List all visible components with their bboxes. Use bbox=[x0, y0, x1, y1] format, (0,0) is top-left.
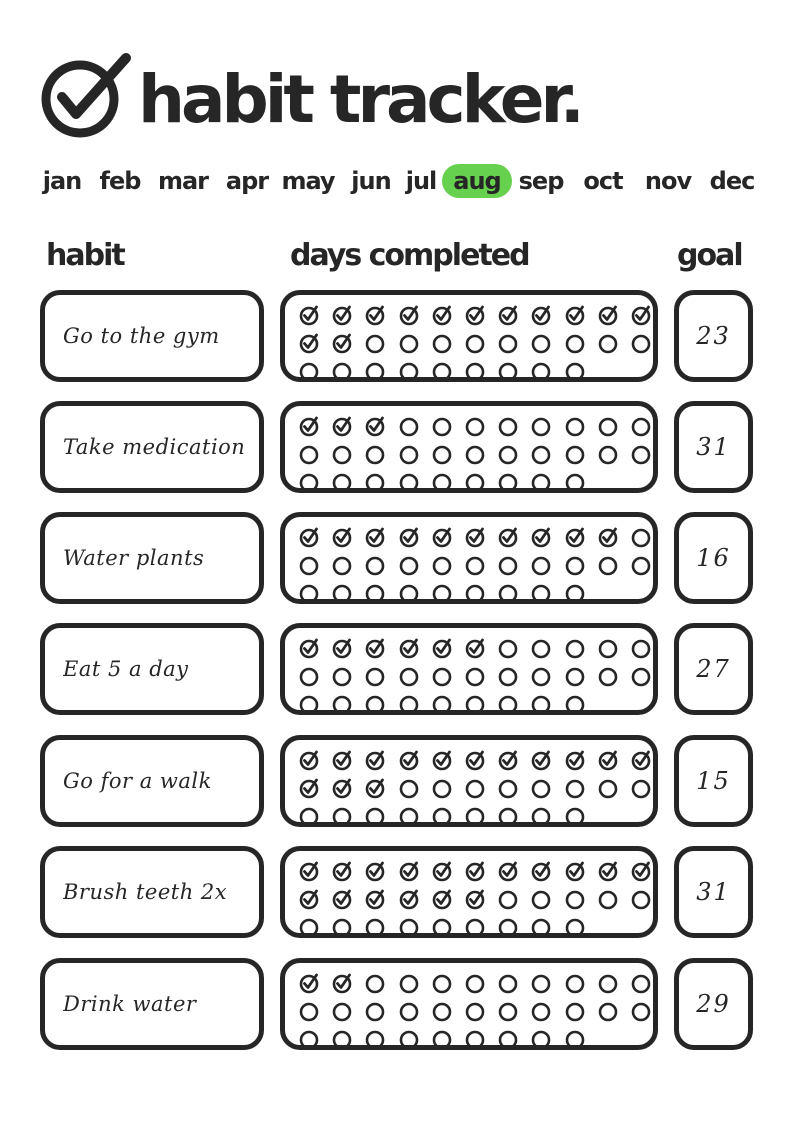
day-checked-icon[interactable] bbox=[465, 527, 485, 547]
day-unchecked-icon[interactable] bbox=[565, 917, 585, 937]
day-checked-icon[interactable] bbox=[365, 305, 385, 325]
month-feb[interactable]: feb bbox=[99, 167, 141, 195]
day-dots bbox=[285, 628, 653, 710]
day-unchecked-icon[interactable] bbox=[531, 1001, 551, 1021]
day-checked-icon[interactable] bbox=[299, 861, 319, 881]
day-unchecked-icon[interactable] bbox=[399, 806, 419, 826]
habit-name-box bbox=[40, 623, 264, 715]
day-checked-icon[interactable] bbox=[299, 750, 319, 770]
day-unchecked-icon[interactable] bbox=[631, 778, 651, 798]
day-unchecked-icon[interactable] bbox=[432, 361, 452, 381]
day-unchecked-icon[interactable] bbox=[531, 1029, 551, 1049]
day-checked-icon[interactable] bbox=[565, 861, 585, 881]
day-checked-icon[interactable] bbox=[498, 861, 518, 881]
day-dots bbox=[285, 963, 653, 1045]
day-unchecked-icon[interactable] bbox=[399, 444, 419, 464]
day-unchecked-icon[interactable] bbox=[565, 1001, 585, 1021]
goal-box bbox=[674, 846, 753, 938]
day-unchecked-icon[interactable] bbox=[498, 416, 518, 436]
day-unchecked-icon[interactable] bbox=[465, 416, 485, 436]
days-completed-box bbox=[280, 512, 658, 604]
day-checked-icon[interactable] bbox=[365, 889, 385, 909]
day-checked-icon[interactable] bbox=[299, 889, 319, 909]
day-unchecked-icon[interactable] bbox=[465, 973, 485, 993]
day-unchecked-icon[interactable] bbox=[332, 917, 352, 937]
day-checked-icon[interactable] bbox=[332, 778, 352, 798]
day-checked-icon[interactable] bbox=[399, 527, 419, 547]
day-checked-icon[interactable] bbox=[332, 527, 352, 547]
day-unchecked-icon[interactable] bbox=[465, 472, 485, 492]
day-unchecked-icon[interactable] bbox=[432, 583, 452, 603]
day-unchecked-icon[interactable] bbox=[299, 694, 319, 714]
day-checked-icon[interactable] bbox=[531, 305, 551, 325]
day-unchecked-icon[interactable] bbox=[498, 694, 518, 714]
day-unchecked-icon[interactable] bbox=[531, 694, 551, 714]
day-unchecked-icon[interactable] bbox=[299, 666, 319, 686]
day-unchecked-icon[interactable] bbox=[465, 694, 485, 714]
day-checked-icon[interactable] bbox=[299, 638, 319, 658]
day-unchecked-icon[interactable] bbox=[399, 472, 419, 492]
days-completed-box bbox=[280, 623, 658, 715]
habit-name-box bbox=[40, 958, 264, 1050]
day-unchecked-icon[interactable] bbox=[498, 583, 518, 603]
day-checked-icon[interactable] bbox=[432, 527, 452, 547]
goal-box bbox=[674, 623, 753, 715]
goal-box bbox=[674, 401, 753, 493]
day-dots bbox=[285, 517, 653, 599]
habit-column-header: habit bbox=[46, 238, 124, 273]
day-unchecked-icon[interactable] bbox=[399, 973, 419, 993]
day-unchecked-icon[interactable] bbox=[565, 444, 585, 464]
month-jul[interactable]: jul bbox=[405, 167, 437, 195]
day-unchecked-icon[interactable] bbox=[365, 917, 385, 937]
day-checked-icon[interactable] bbox=[432, 889, 452, 909]
day-checked-icon[interactable] bbox=[598, 861, 618, 881]
day-unchecked-icon[interactable] bbox=[332, 1001, 352, 1021]
day-unchecked-icon[interactable] bbox=[498, 806, 518, 826]
day-checked-icon[interactable] bbox=[598, 750, 618, 770]
day-unchecked-icon[interactable] bbox=[598, 638, 618, 658]
day-unchecked-icon[interactable] bbox=[399, 361, 419, 381]
day-unchecked-icon[interactable] bbox=[365, 1029, 385, 1049]
day-checked-icon[interactable] bbox=[598, 527, 618, 547]
habit-name: Go for a walk bbox=[63, 769, 212, 793]
day-unchecked-icon[interactable] bbox=[399, 778, 419, 798]
days-completed-box bbox=[280, 401, 658, 493]
goal-column-header: goal bbox=[677, 238, 742, 273]
day-checked-icon[interactable] bbox=[399, 305, 419, 325]
day-unchecked-icon[interactable] bbox=[498, 778, 518, 798]
day-checked-icon[interactable] bbox=[332, 750, 352, 770]
day-unchecked-icon[interactable] bbox=[565, 1029, 585, 1049]
day-unchecked-icon[interactable] bbox=[399, 416, 419, 436]
day-unchecked-icon[interactable] bbox=[498, 889, 518, 909]
day-unchecked-icon[interactable] bbox=[565, 666, 585, 686]
day-unchecked-icon[interactable] bbox=[365, 806, 385, 826]
day-unchecked-icon[interactable] bbox=[432, 806, 452, 826]
day-unchecked-icon[interactable] bbox=[598, 444, 618, 464]
goal-value: 29 bbox=[696, 990, 731, 1018]
day-unchecked-icon[interactable] bbox=[631, 416, 651, 436]
day-unchecked-icon[interactable] bbox=[565, 973, 585, 993]
day-checked-icon[interactable] bbox=[631, 305, 651, 325]
day-unchecked-icon[interactable] bbox=[565, 361, 585, 381]
day-unchecked-icon[interactable] bbox=[631, 973, 651, 993]
day-checked-icon[interactable] bbox=[332, 861, 352, 881]
day-checked-icon[interactable] bbox=[299, 305, 319, 325]
day-checked-icon[interactable] bbox=[399, 889, 419, 909]
day-unchecked-icon[interactable] bbox=[399, 1029, 419, 1049]
month-sep[interactable]: sep bbox=[518, 167, 564, 195]
month-jun[interactable]: jun bbox=[351, 167, 391, 195]
day-dots bbox=[285, 295, 653, 377]
day-checked-icon[interactable] bbox=[565, 527, 585, 547]
day-unchecked-icon[interactable] bbox=[498, 555, 518, 575]
goal-value: 16 bbox=[696, 544, 731, 572]
day-unchecked-icon[interactable] bbox=[465, 444, 485, 464]
day-unchecked-icon[interactable] bbox=[399, 583, 419, 603]
day-unchecked-icon[interactable] bbox=[531, 444, 551, 464]
day-unchecked-icon[interactable] bbox=[598, 555, 618, 575]
habit-row bbox=[0, 846, 794, 944]
day-unchecked-icon[interactable] bbox=[465, 666, 485, 686]
month-may[interactable]: may bbox=[281, 167, 335, 195]
day-checked-icon[interactable] bbox=[399, 638, 419, 658]
day-unchecked-icon[interactable] bbox=[565, 333, 585, 353]
day-unchecked-icon[interactable] bbox=[498, 638, 518, 658]
day-unchecked-icon[interactable] bbox=[432, 416, 452, 436]
day-unchecked-icon[interactable] bbox=[498, 973, 518, 993]
day-unchecked-icon[interactable] bbox=[432, 555, 452, 575]
day-checked-icon[interactable] bbox=[299, 527, 319, 547]
day-unchecked-icon[interactable] bbox=[465, 917, 485, 937]
day-unchecked-icon[interactable] bbox=[631, 638, 651, 658]
days-completed-column-header: days completed bbox=[290, 238, 529, 273]
days-completed-box bbox=[280, 290, 658, 382]
day-unchecked-icon[interactable] bbox=[465, 361, 485, 381]
day-unchecked-icon[interactable] bbox=[465, 1029, 485, 1049]
goal-box bbox=[674, 290, 753, 382]
habit-name: Eat 5 a day bbox=[63, 657, 189, 681]
days-completed-box bbox=[280, 846, 658, 938]
goal-value: 15 bbox=[696, 767, 731, 795]
day-unchecked-icon[interactable] bbox=[598, 973, 618, 993]
day-unchecked-icon[interactable] bbox=[432, 333, 452, 353]
day-checked-icon[interactable] bbox=[399, 861, 419, 881]
day-checked-icon[interactable] bbox=[531, 527, 551, 547]
day-unchecked-icon[interactable] bbox=[399, 917, 419, 937]
day-checked-icon[interactable] bbox=[332, 333, 352, 353]
habit-row bbox=[0, 401, 794, 499]
day-unchecked-icon[interactable] bbox=[565, 472, 585, 492]
day-unchecked-icon[interactable] bbox=[598, 666, 618, 686]
day-checked-icon[interactable] bbox=[465, 889, 485, 909]
day-unchecked-icon[interactable] bbox=[332, 694, 352, 714]
day-checked-icon[interactable] bbox=[332, 638, 352, 658]
header bbox=[40, 52, 760, 140]
goal-box bbox=[674, 958, 753, 1050]
day-checked-icon[interactable] bbox=[465, 750, 485, 770]
day-unchecked-icon[interactable] bbox=[332, 361, 352, 381]
day-unchecked-icon[interactable] bbox=[631, 666, 651, 686]
day-unchecked-icon[interactable] bbox=[531, 333, 551, 353]
day-unchecked-icon[interactable] bbox=[365, 361, 385, 381]
day-unchecked-icon[interactable] bbox=[631, 527, 651, 547]
month-mar[interactable]: mar bbox=[157, 167, 209, 195]
days-completed-box bbox=[280, 958, 658, 1050]
day-unchecked-icon[interactable] bbox=[498, 444, 518, 464]
habit-name-box bbox=[40, 401, 264, 493]
goal-value: 27 bbox=[696, 655, 731, 683]
day-unchecked-icon[interactable] bbox=[432, 694, 452, 714]
day-unchecked-icon[interactable] bbox=[432, 666, 452, 686]
day-unchecked-icon[interactable] bbox=[299, 806, 319, 826]
habit-row bbox=[0, 958, 794, 1056]
day-unchecked-icon[interactable] bbox=[399, 333, 419, 353]
day-dots bbox=[285, 740, 653, 822]
habit-name-box bbox=[40, 512, 264, 604]
day-unchecked-icon[interactable] bbox=[631, 1001, 651, 1021]
day-checked-icon[interactable] bbox=[432, 305, 452, 325]
day-checked-icon[interactable] bbox=[631, 861, 651, 881]
days-completed-box bbox=[280, 735, 658, 827]
day-unchecked-icon[interactable] bbox=[299, 361, 319, 381]
day-checked-icon[interactable] bbox=[365, 527, 385, 547]
day-checked-icon[interactable] bbox=[299, 973, 319, 993]
day-checked-icon[interactable] bbox=[299, 333, 319, 353]
day-unchecked-icon[interactable] bbox=[399, 555, 419, 575]
day-checked-icon[interactable] bbox=[432, 861, 452, 881]
month-aug[interactable]: aug bbox=[442, 164, 512, 198]
day-checked-icon[interactable] bbox=[498, 527, 518, 547]
day-unchecked-icon[interactable] bbox=[399, 666, 419, 686]
day-unchecked-icon[interactable] bbox=[332, 555, 352, 575]
day-unchecked-icon[interactable] bbox=[399, 1001, 419, 1021]
habit-name-box bbox=[40, 290, 264, 382]
day-checked-icon[interactable] bbox=[299, 778, 319, 798]
day-checked-icon[interactable] bbox=[332, 973, 352, 993]
habit-name-box bbox=[40, 735, 264, 827]
day-unchecked-icon[interactable] bbox=[565, 583, 585, 603]
goal-value: 31 bbox=[696, 878, 731, 906]
month-oct[interactable]: oct bbox=[583, 167, 623, 195]
day-checked-icon[interactable] bbox=[598, 305, 618, 325]
day-unchecked-icon[interactable] bbox=[565, 638, 585, 658]
day-unchecked-icon[interactable] bbox=[465, 806, 485, 826]
day-unchecked-icon[interactable] bbox=[432, 444, 452, 464]
day-unchecked-icon[interactable] bbox=[432, 1029, 452, 1049]
goal-box bbox=[674, 735, 753, 827]
day-unchecked-icon[interactable] bbox=[432, 1001, 452, 1021]
day-checked-icon[interactable] bbox=[332, 305, 352, 325]
day-checked-icon[interactable] bbox=[432, 750, 452, 770]
day-unchecked-icon[interactable] bbox=[531, 666, 551, 686]
day-unchecked-icon[interactable] bbox=[598, 778, 618, 798]
day-checked-icon[interactable] bbox=[332, 889, 352, 909]
day-unchecked-icon[interactable] bbox=[531, 973, 551, 993]
day-unchecked-icon[interactable] bbox=[332, 583, 352, 603]
day-unchecked-icon[interactable] bbox=[498, 1001, 518, 1021]
day-unchecked-icon[interactable] bbox=[531, 638, 551, 658]
day-dots bbox=[285, 851, 653, 933]
goal-box bbox=[674, 512, 753, 604]
check-circle-icon bbox=[40, 52, 132, 140]
day-unchecked-icon[interactable] bbox=[565, 416, 585, 436]
day-unchecked-icon[interactable] bbox=[365, 973, 385, 993]
habit-row bbox=[0, 290, 794, 388]
day-checked-icon[interactable] bbox=[365, 416, 385, 436]
day-unchecked-icon[interactable] bbox=[299, 472, 319, 492]
day-unchecked-icon[interactable] bbox=[531, 472, 551, 492]
day-checked-icon[interactable] bbox=[365, 778, 385, 798]
day-unchecked-icon[interactable] bbox=[299, 444, 319, 464]
habit-row bbox=[0, 623, 794, 721]
day-unchecked-icon[interactable] bbox=[531, 778, 551, 798]
day-unchecked-icon[interactable] bbox=[332, 666, 352, 686]
day-checked-icon[interactable] bbox=[332, 416, 352, 436]
day-unchecked-icon[interactable] bbox=[631, 444, 651, 464]
day-checked-icon[interactable] bbox=[365, 750, 385, 770]
day-unchecked-icon[interactable] bbox=[299, 583, 319, 603]
day-unchecked-icon[interactable] bbox=[332, 444, 352, 464]
day-unchecked-icon[interactable] bbox=[332, 472, 352, 492]
day-unchecked-icon[interactable] bbox=[531, 889, 551, 909]
day-unchecked-icon[interactable] bbox=[498, 1029, 518, 1049]
day-unchecked-icon[interactable] bbox=[465, 555, 485, 575]
day-unchecked-icon[interactable] bbox=[365, 333, 385, 353]
day-unchecked-icon[interactable] bbox=[365, 1001, 385, 1021]
month-jan[interactable]: jan bbox=[42, 167, 82, 195]
day-unchecked-icon[interactable] bbox=[565, 806, 585, 826]
month-dec[interactable]: dec bbox=[709, 167, 755, 195]
day-unchecked-icon[interactable] bbox=[365, 694, 385, 714]
day-unchecked-icon[interactable] bbox=[365, 555, 385, 575]
day-unchecked-icon[interactable] bbox=[498, 472, 518, 492]
day-unchecked-icon[interactable] bbox=[565, 889, 585, 909]
goal-value: 31 bbox=[696, 433, 731, 461]
day-checked-icon[interactable] bbox=[565, 305, 585, 325]
habit-name: Water plants bbox=[63, 546, 205, 570]
day-unchecked-icon[interactable] bbox=[465, 1001, 485, 1021]
day-unchecked-icon[interactable] bbox=[565, 778, 585, 798]
day-unchecked-icon[interactable] bbox=[332, 1029, 352, 1049]
day-unchecked-icon[interactable] bbox=[531, 416, 551, 436]
habit-row bbox=[0, 735, 794, 833]
day-unchecked-icon[interactable] bbox=[631, 333, 651, 353]
day-checked-icon[interactable] bbox=[299, 416, 319, 436]
day-unchecked-icon[interactable] bbox=[598, 333, 618, 353]
day-checked-icon[interactable] bbox=[465, 861, 485, 881]
day-checked-icon[interactable] bbox=[631, 750, 651, 770]
day-checked-icon[interactable] bbox=[531, 861, 551, 881]
habit-name: Take medication bbox=[63, 435, 246, 459]
day-unchecked-icon[interactable] bbox=[432, 917, 452, 937]
day-unchecked-icon[interactable] bbox=[531, 583, 551, 603]
habit-name: Drink water bbox=[63, 992, 197, 1016]
day-unchecked-icon[interactable] bbox=[432, 973, 452, 993]
day-checked-icon[interactable] bbox=[531, 750, 551, 770]
day-unchecked-icon[interactable] bbox=[299, 555, 319, 575]
day-unchecked-icon[interactable] bbox=[531, 555, 551, 575]
day-unchecked-icon[interactable] bbox=[531, 806, 551, 826]
day-checked-icon[interactable] bbox=[365, 861, 385, 881]
day-unchecked-icon[interactable] bbox=[465, 778, 485, 798]
day-checked-icon[interactable] bbox=[565, 750, 585, 770]
day-unchecked-icon[interactable] bbox=[598, 889, 618, 909]
month-selector bbox=[0, 160, 794, 202]
day-unchecked-icon[interactable] bbox=[565, 555, 585, 575]
day-unchecked-icon[interactable] bbox=[332, 806, 352, 826]
day-unchecked-icon[interactable] bbox=[631, 889, 651, 909]
day-unchecked-icon[interactable] bbox=[631, 555, 651, 575]
day-unchecked-icon[interactable] bbox=[399, 694, 419, 714]
day-unchecked-icon[interactable] bbox=[531, 361, 551, 381]
day-unchecked-icon[interactable] bbox=[299, 917, 319, 937]
page-title: habit tracker. bbox=[138, 61, 581, 138]
day-unchecked-icon[interactable] bbox=[498, 917, 518, 937]
habit-name: Brush teeth 2x bbox=[63, 880, 228, 904]
day-unchecked-icon[interactable] bbox=[365, 444, 385, 464]
goal-value: 23 bbox=[696, 322, 731, 350]
day-unchecked-icon[interactable] bbox=[432, 778, 452, 798]
day-unchecked-icon[interactable] bbox=[565, 694, 585, 714]
day-checked-icon[interactable] bbox=[432, 638, 452, 658]
day-unchecked-icon[interactable] bbox=[365, 472, 385, 492]
day-dots bbox=[285, 406, 653, 488]
habit-row bbox=[0, 512, 794, 610]
day-checked-icon[interactable] bbox=[498, 750, 518, 770]
day-unchecked-icon[interactable] bbox=[465, 583, 485, 603]
day-unchecked-icon[interactable] bbox=[498, 333, 518, 353]
habit-name-box bbox=[40, 846, 264, 938]
day-unchecked-icon[interactable] bbox=[465, 333, 485, 353]
day-unchecked-icon[interactable] bbox=[299, 1029, 319, 1049]
habit-name: Go to the gym bbox=[63, 324, 220, 348]
day-unchecked-icon[interactable] bbox=[598, 416, 618, 436]
day-unchecked-icon[interactable] bbox=[498, 361, 518, 381]
day-unchecked-icon[interactable] bbox=[299, 1001, 319, 1021]
month-nov[interactable]: nov bbox=[644, 167, 692, 195]
day-checked-icon[interactable] bbox=[365, 638, 385, 658]
day-checked-icon[interactable] bbox=[465, 305, 485, 325]
day-checked-icon[interactable] bbox=[399, 750, 419, 770]
day-unchecked-icon[interactable] bbox=[365, 583, 385, 603]
month-apr[interactable]: apr bbox=[225, 167, 269, 195]
day-unchecked-icon[interactable] bbox=[598, 1001, 618, 1021]
day-unchecked-icon[interactable] bbox=[498, 666, 518, 686]
day-unchecked-icon[interactable] bbox=[531, 917, 551, 937]
day-checked-icon[interactable] bbox=[498, 305, 518, 325]
day-unchecked-icon[interactable] bbox=[365, 666, 385, 686]
day-checked-icon[interactable] bbox=[465, 638, 485, 658]
day-unchecked-icon[interactable] bbox=[432, 472, 452, 492]
